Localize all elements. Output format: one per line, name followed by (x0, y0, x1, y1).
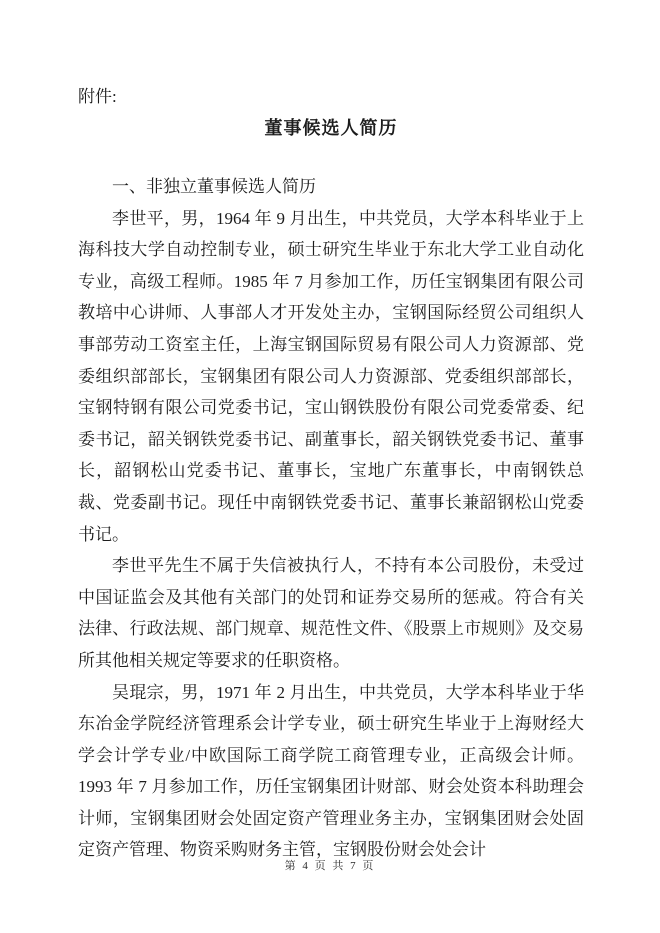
paragraph-wu-kunzong-bio: 吴琨宗，男，1971 年 2 月出生，中共党员，大学本科毕业于华东冶金学院经济管理系会计学专业，硕士研究生毕业于上海财经大学会计学专业/中欧国际工商学院工商管理专业，正高级会计师。1993 年 7 月参加工作，历任宝钢集团计财部、财会处资本科助理会计师，宝钢集团财会处固定资产管理业务主办，宝钢集团财会处固定资产管理、物资采购财务主管，宝钢股份财会处会计 (78, 682, 584, 860)
section-heading: 一、非独立董事候选人简历 (112, 177, 316, 196)
paragraph-li-shiping-compliance: 李世平先生不属于失信被执行人，不持有本公司股份，未受过中国证监会及其他有关部门的处罚和证券交易所的惩戒。符合有关法律、行政法规、部门规章、规范性文件、《股票上市规则》及交易所其他相关规定等要求的任职资格。 (78, 556, 584, 670)
document-title: 董事候选人简历 (264, 118, 398, 138)
attachment-label: 附件: (78, 87, 117, 106)
page-number-footer: 第 4 页 共 7 页 (284, 860, 376, 872)
paragraph-li-shiping-bio: 李世平，男，1964 年 9 月出生，中共党员，大学本科毕业于上海科技大学自动控制专业，硕士研究生毕业于东北大学工业自动化专业，高级工程师。1985 年 7 月参加工作，历任宝钢集团有限公司教培中心讲师、人事部人才开发处主办，宝钢国际经贸公司组织人事部劳动工资室主任，上海宝钢国际贸易有限公司人力资源部、党委组织部部长，宝钢集团有限公司人力资源部、党委组织部部长，宝钢特钢有限公司党委书记，宝山钢铁股份有限公司党委常委、纪委书记，韶关钢铁党委书记、副董事长，韶关钢铁党委书记、董事长，韶钢松山党委书记、董事长，宝地广东董事长，中南钢铁总裁、党委副书记。现任中南钢铁党委书记、董事长兼韶钢松山党委书记。 (78, 208, 584, 544)
document-content (78, 86, 584, 866)
